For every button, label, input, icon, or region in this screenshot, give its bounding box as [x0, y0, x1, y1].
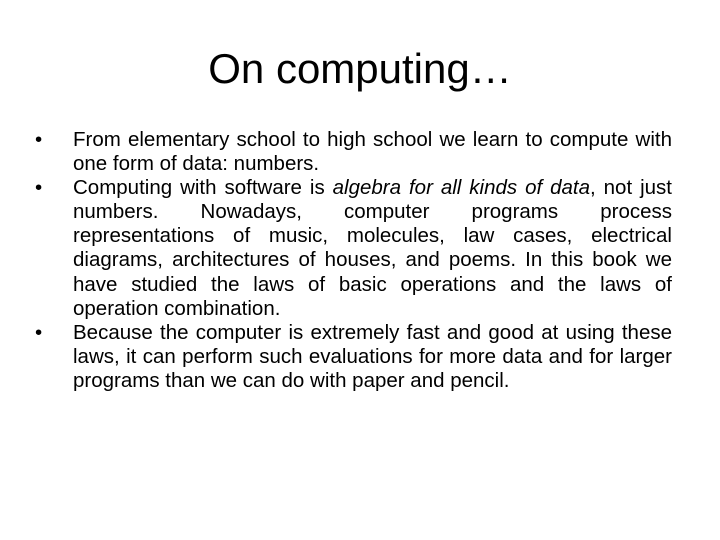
bullet-text [73, 176, 672, 319]
bullet-dot-icon: • [35, 320, 43, 344]
bullet-text-emphasis: algebra for all kinds of data [332, 176, 591, 200]
slide-title: On computing… [208, 45, 512, 92]
bullet-list [35, 128, 672, 393]
bullet-text-before: Computing with software is [73, 176, 333, 200]
bullet-text: Because the computer is extremely fast and good at using these laws, it can perform such evaluations for more data and for larger programs than we can do with paper and pencil. [73, 320, 672, 392]
bullet-dot-icon: • [35, 176, 43, 200]
bullet-item [35, 128, 672, 176]
bullet-text-after: , not just numbers. Nowadays, computer programs process representations of music, molecules, law cases, electrical diagrams, architectures of houses, and poems. In this book we have studied the laws of basic operations and the laws of operation combination. [73, 176, 672, 320]
bullet-dot-icon: • [35, 128, 43, 151]
bullet-item [35, 176, 672, 321]
bullet-item [35, 320, 672, 393]
bullet-text: From elementary school to high school we learn to compute with one form of data: numbers. [73, 128, 672, 176]
